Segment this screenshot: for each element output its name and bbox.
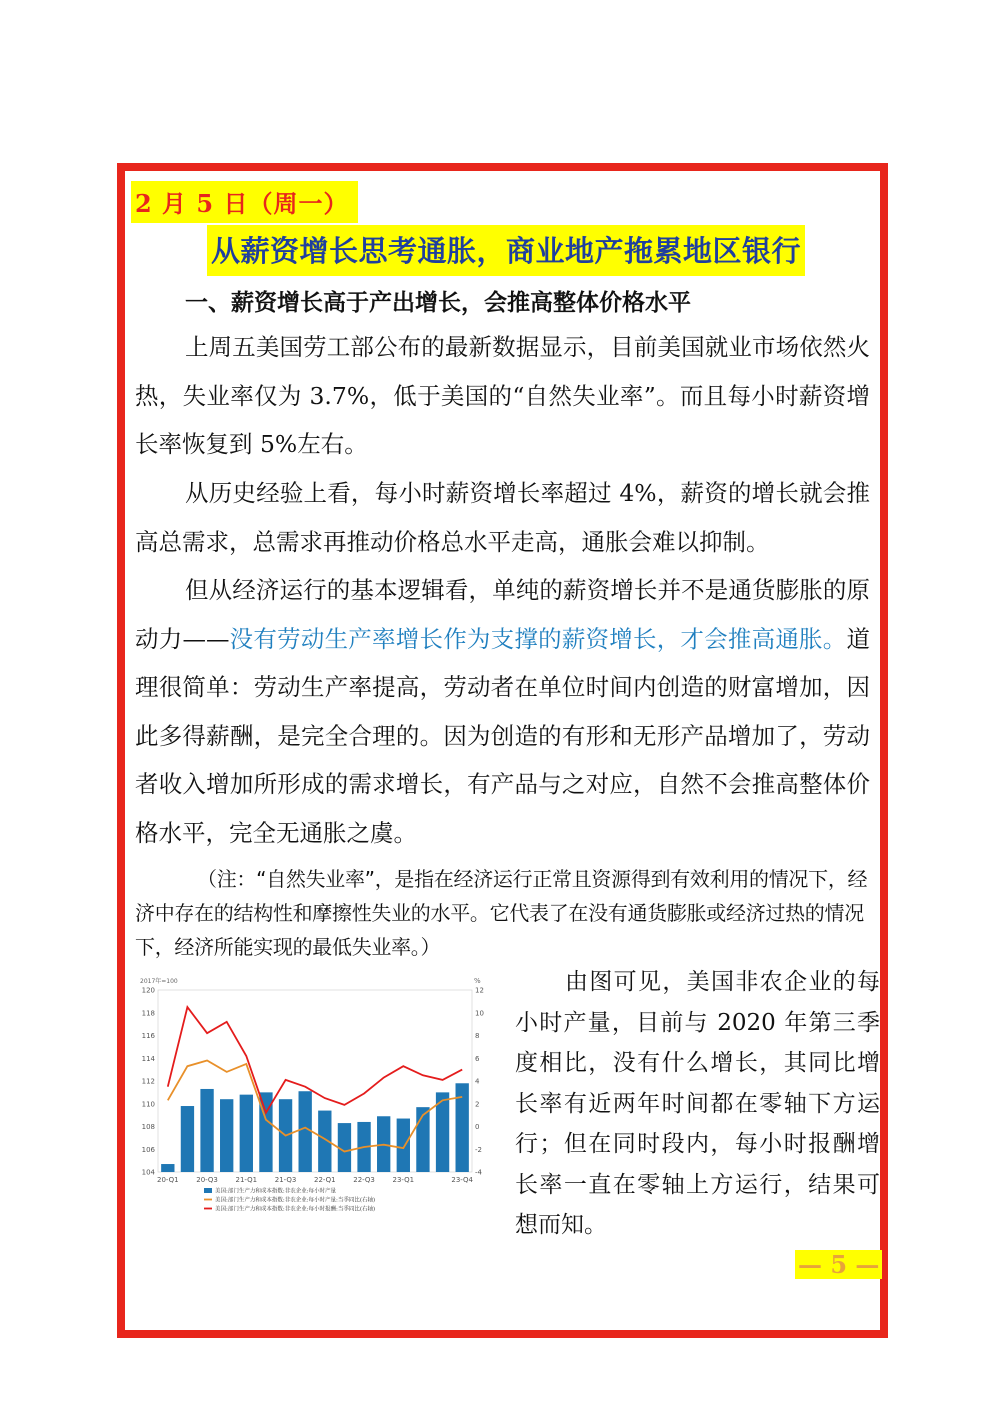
output-bar	[200, 1089, 213, 1172]
footnote: （注：“自然失业率”，是指在经济运行正常且资源得到有效利用的情况下，经济中存在的结构性和摩擦性失业的水平。它代表了在没有通货膨胀或经济过热的情况下，经济所能实现的最低失业率。）	[135, 867, 868, 959]
y-right-tick-label: 6	[475, 1054, 480, 1063]
x-tick-label: 22-Q3	[353, 1176, 375, 1184]
y-right-tick-label: -4	[475, 1168, 482, 1177]
output-bar	[220, 1099, 233, 1172]
y-right-tick-label: -2	[475, 1145, 482, 1154]
output-bar	[397, 1119, 410, 1172]
output-bar	[240, 1095, 253, 1172]
left-unit-label: 2017年=100	[140, 978, 178, 985]
y-right-tick-label: 12	[475, 986, 484, 995]
paragraph-1: 上周五美国劳工部公布的最新数据显示，目前美国就业市场依然火热，失业率仅为 3.7%，低于美国的“自然失业率”。而且每小时薪资增长率恢复到 5%左右。	[135, 333, 870, 458]
paragraph-2: 从历史经验上看，每小时薪资增长率超过 4%，薪资的增长就会推高总需求，总需求再推动价格总水平走高，通胀会难以抑制。	[135, 479, 870, 556]
productivity-chart	[138, 972, 498, 1227]
y-right-tick-label: 4	[475, 1077, 480, 1086]
paragraph-3-highlight: 没有劳动生产率增长作为支撑的薪资增长，才会推高通胀。	[229, 624, 847, 653]
x-tick-label: 23-Q1	[392, 1176, 415, 1184]
date-tag: 2 月 5 日（周一）	[131, 181, 358, 223]
paragraph-3	[135, 566, 870, 857]
productivity-chart-svg	[138, 972, 498, 1227]
x-tick-label: 20-Q3	[196, 1176, 218, 1184]
y-left-tick-label: 104	[141, 1168, 155, 1177]
chart-commentary: 由图可见，美国非农企业的每小时产量，目前与 2020 年第三季度相比，没有什么增长，其同比增长率有近两年时间都在零轴下方运行；但在同时段内，每小时报酬增长率一直在零轴上方运行，结果可想而知。	[515, 969, 880, 1238]
output-bar	[161, 1164, 174, 1172]
legend-label: 美国:部门生产力和成本指数:非农企业:每小时报酬:当季同比(右轴)	[215, 1206, 376, 1213]
x-tick-label: 22-Q1	[313, 1176, 336, 1184]
x-tick-label: 20-Q1	[156, 1176, 179, 1184]
y-right-tick-label: 8	[475, 1032, 480, 1040]
output-bar	[456, 1083, 469, 1172]
paragraph-3-rest: 道理很简单：劳动生产率提高，劳动者在单位时间内创造的财富增加，因此多得薪酬，是完全合理的。因为创造的有形和无形产品增加了，劳动者收入增加所形成的需求增长，有产品与之对应，自然不会推高整体价格水平，完全无通胀之虞。	[135, 624, 871, 847]
x-tick-label: 21-Q1	[235, 1176, 258, 1184]
legend-label: 美国:部门生产力和成本指数:非农企业:每小时产量:当季同比(右轴)	[215, 1197, 376, 1204]
paragraph-3-lead: 但从经济运行的基本逻辑看，单纯的薪资增长并不是通货膨胀的原动力——	[135, 576, 870, 653]
right-unit-label: %	[474, 977, 481, 985]
legend-swatch	[204, 1188, 212, 1193]
page-number: — 5 —	[795, 1250, 882, 1279]
y-left-tick-label: 118	[141, 1009, 155, 1018]
section-title: 一、薪资增长高于产出增长，会推高整体价格水平	[185, 290, 691, 316]
legend-label: 美国:部门生产力和成本指数:非农企业:每小时产量	[215, 1188, 337, 1195]
y-left-tick-label: 112	[141, 1077, 155, 1086]
output-bar	[416, 1107, 429, 1172]
y-right-tick-label: 10	[475, 1009, 484, 1018]
y-left-tick-label: 108	[141, 1123, 155, 1131]
y-right-tick-label: 0	[475, 1123, 480, 1131]
output-bar	[181, 1106, 194, 1172]
y-left-tick-label: 114	[141, 1054, 155, 1063]
output-bar	[299, 1091, 312, 1172]
x-tick-label: 21-Q3	[274, 1176, 297, 1184]
y-left-tick-label: 110	[141, 1100, 155, 1109]
article-headline: 从薪资增长思考通胀，商业地产拖累地区银行	[207, 225, 805, 276]
y-left-tick-label: 116	[141, 1032, 155, 1040]
x-tick-label: 23-Q4	[451, 1176, 474, 1184]
y-left-tick-label: 120	[141, 986, 155, 995]
y-right-tick-label: 2	[475, 1100, 480, 1109]
y-left-tick-label: 106	[141, 1145, 155, 1154]
